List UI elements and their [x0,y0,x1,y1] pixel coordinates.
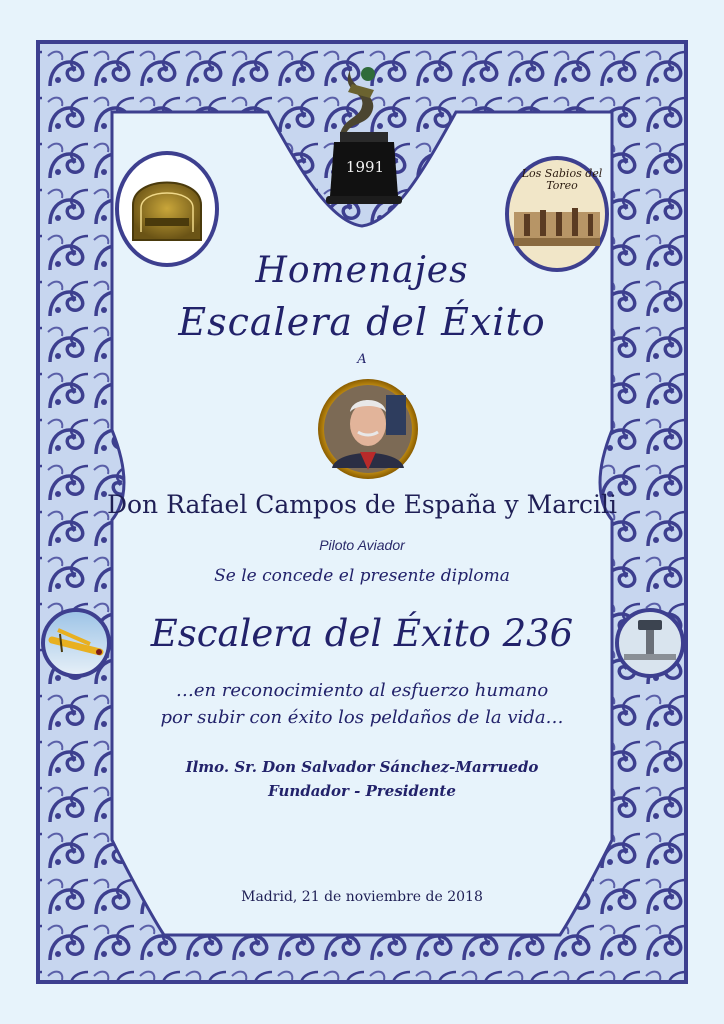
award-title: Escalera del Éxito 236 [150,612,574,655]
medallion-caption: Los Sabios del Toreo [521,167,603,192]
title-preposition: A [357,352,367,367]
signatory-name: Ilmo. Sr. Don Salvador Sánchez-Marruedo [185,758,539,776]
title-homenajes: Homenajes [255,250,469,291]
dedication-line-2: por subir con éxito los peldaños de la vida… [160,707,564,728]
emblem-seal-icon [117,153,217,265]
dedication-line-1: …en reconocimiento al esfuerzo humano [175,680,549,701]
place-date: Madrid, 21 de noviembre de 2018 [241,889,483,905]
trophy-year-plate: 1991 [345,158,385,176]
recipient-profession: Piloto Aviador [319,537,405,553]
portrait-photo [318,379,418,479]
recipient-name: Don Rafael Campos de España y Marcili [106,490,618,519]
signatory-role: Fundador - Presidente [268,782,456,800]
grant-text: Se le concede el presente diploma [214,566,510,586]
title-escalera: Escalera del Éxito [178,300,546,344]
